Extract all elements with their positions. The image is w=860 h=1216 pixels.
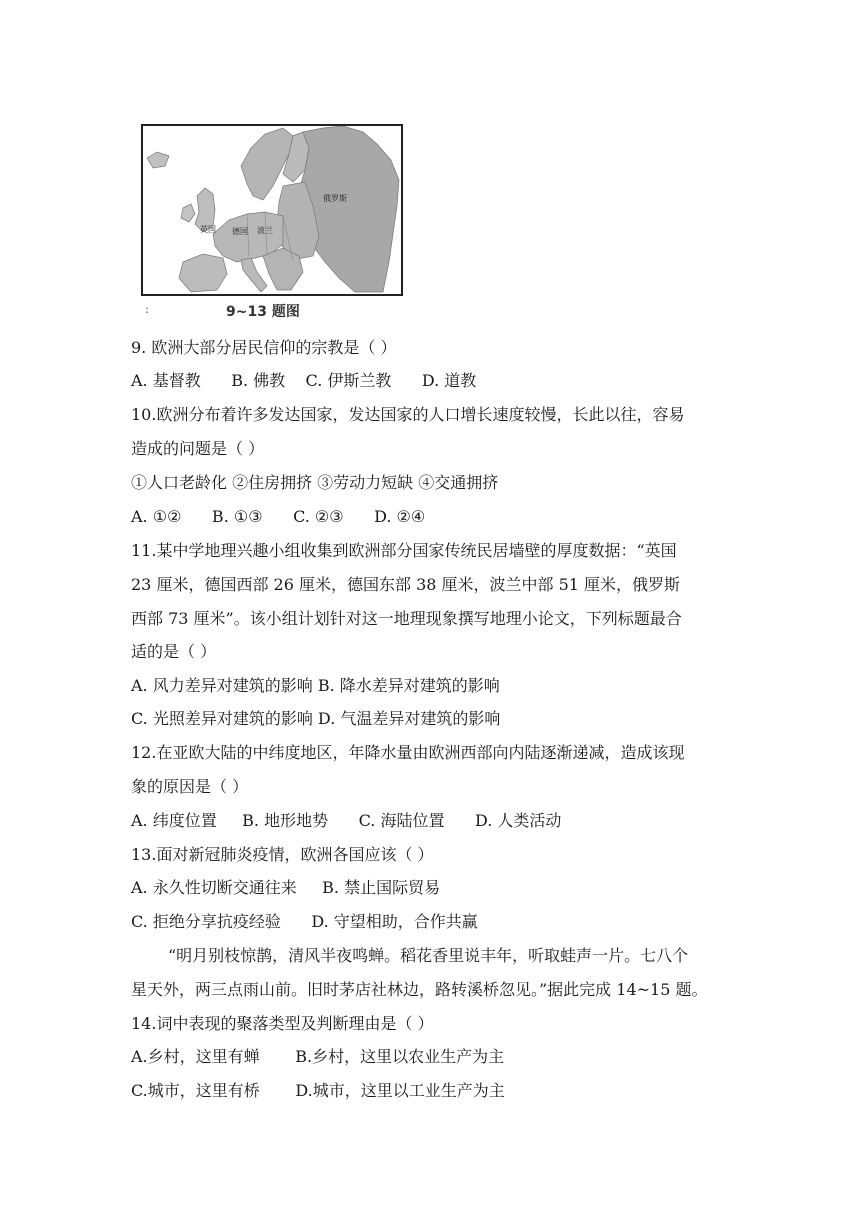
q10-options: A. ①② B. ①③ C. ②③ D. ②④ — [131, 507, 426, 526]
q14-options-cd: C.城市，这里有桥 D.城市，这里以工业生产为主 — [131, 1081, 505, 1100]
figure-mark: : — [145, 302, 150, 316]
label-russia: 俄罗斯 — [323, 194, 347, 203]
poem-line2: 星天外，两三点雨山前。旧时茅店社林边，路转溪桥忽见。”据此完成 14~15 题。 — [131, 980, 708, 999]
q11-stem-line3: 西部 73 厘米”。该小组计划针对这一地理现象撰写地理小论文，下列标题最合 — [131, 609, 682, 628]
q9-options: A. 基督教 B. 佛教 C. 伊斯兰教 D. 道教 — [131, 371, 477, 390]
q14-options-ab: A.乡村，这里有蝉 B.乡村，这里以农业生产为主 — [131, 1047, 505, 1066]
europe-map-svg — [143, 126, 401, 294]
label-poland: 波兰 — [257, 226, 273, 235]
q11-options-cd: C. 光照差异对建筑的影响 D. 气温差异对建筑的影响 — [131, 709, 501, 728]
q12-stem-line1: 12.在亚欧大陆的中纬度地区，年降水量由欧洲西部向内陆逐渐递减，造成该现 — [131, 743, 685, 762]
label-germany: 德国 — [232, 227, 248, 236]
italy-shape — [241, 258, 267, 292]
label-uk: 英国 — [200, 225, 216, 234]
q13-options-cd: C. 拒绝分享抗疫经验 D. 守望相助，合作共赢 — [131, 912, 478, 931]
q12-options: A. 纬度位置 B. 地形地势 C. 海陆位置 D. 人类活动 — [131, 811, 562, 830]
q9-stem: 9. 欧洲大部分居民信仰的宗教是（ ） — [131, 338, 397, 357]
q11-options-ab: A. 风力差异对建筑的影响 B. 降水差异对建筑的影响 — [131, 676, 500, 695]
poem-line1: “明月别枝惊鹊，清风半夜鸣蝉。稻花香里说丰年，听取蛙声一片。七八个 — [168, 946, 689, 965]
ireland-shape — [181, 204, 195, 222]
q10-items: ①人口老龄化 ②住房拥挤 ③劳动力短缺 ④交通拥挤 — [131, 473, 499, 492]
europe-map-figure — [141, 124, 403, 296]
q11-stem-line2: 23 厘米，德国西部 26 厘米，德国东部 38 厘米，波兰中部 51 厘米，俄罗斯 — [131, 575, 681, 594]
q10-stem-line2: 造成的问题是（ ） — [131, 439, 265, 458]
iceland-shape — [147, 152, 169, 168]
q11-stem-line1: 11.某中学地理兴趣小组收集到欧洲部分国家传统民居墙壁的厚度数据：“英国 — [131, 541, 677, 560]
iberia-shape — [179, 254, 227, 292]
q13-options-ab: A. 永久性切断交通往来 B. 禁止国际贸易 — [131, 878, 441, 897]
q10-stem-line1: 10.欧洲分布着许多发达国家，发达国家的人口增长速度较慢，长此以往，容易 — [131, 405, 685, 424]
q11-stem-line4: 适的是（ ） — [131, 642, 217, 661]
figure-caption: 9~13 题图 — [226, 304, 300, 320]
q14-stem: 14.词中表现的聚落类型及判断理由是（ ） — [131, 1014, 434, 1033]
q12-stem-line2: 象的原因是（ ） — [131, 777, 249, 796]
q13-stem: 13.面对新冠肺炎疫情，欧洲各国应该（ ） — [131, 845, 434, 864]
